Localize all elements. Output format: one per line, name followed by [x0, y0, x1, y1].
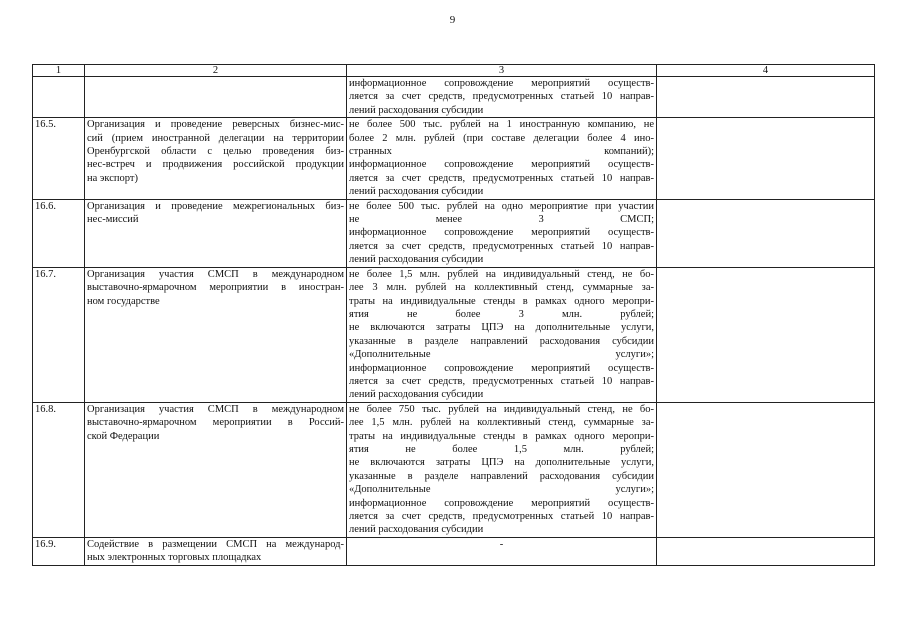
text-line: лений расходования субсидии	[349, 186, 484, 198]
text-line: Содействие в размещении СМСП на международ-	[87, 538, 344, 550]
text-line: не менее 3 СМСП;	[349, 214, 654, 226]
text-line: информационное сопровождение мероприятий осуществ-	[349, 227, 654, 239]
text-line: лее 1,5 млн. рублей на коллективный стенд, суммарные за-	[349, 417, 654, 429]
continuation-conditions-cell	[347, 77, 657, 118]
text-line: ных электронных торговых площадках	[87, 552, 262, 564]
conditions-cell	[347, 118, 657, 199]
text-line: не более 1,5 млн. рублей на индивидуальный стенд, не бо-	[349, 268, 654, 280]
text-line: ятия не более 1,5 млн. рублей;	[349, 443, 654, 455]
table-row	[33, 267, 875, 402]
text-line: информационное сопровождение мероприятий осуществ-	[349, 362, 654, 374]
text-line: указанные в разделе направлений расходования субсидии	[349, 470, 654, 482]
text-line: Организация участия СМСП в международном	[87, 268, 344, 280]
text-line: ляется за счет средств, предусмотренных статьей 10 направ-	[349, 240, 654, 252]
row-number-cell: 16.6.	[33, 199, 85, 267]
text-line: информационное сопровождение мероприятий осуществ-	[349, 159, 654, 171]
conditions-cell	[347, 537, 657, 565]
text-line: лений расходования субсидии	[349, 104, 484, 116]
text-line: Организация участия СМСП в международном	[87, 403, 344, 415]
text-line: лений расходования субсидии	[349, 254, 484, 266]
text-line: лений расходования субсидии	[349, 524, 484, 536]
header-cell-4: 4	[657, 65, 875, 77]
text-line: выставочно-ярмарочном мероприятии в иностран-	[87, 282, 344, 294]
text-line: Оренбургской области с целью проведения биз-	[87, 146, 344, 158]
text-line: не включаются затраты ЦПЭ на дополнительные услуги,	[349, 457, 654, 469]
text-line: траты на индивидуальные стенды в рамках одного меропри-	[349, 430, 654, 442]
continuation-name-cell	[85, 77, 347, 118]
event-name-cell	[85, 402, 347, 537]
header-row	[33, 65, 875, 77]
conditions-cell	[347, 199, 657, 267]
text-line: -	[499, 538, 504, 550]
text-line: «Дополнительные услуги»;	[349, 484, 654, 496]
text-line: информационное сопровождение мероприятий осуществ-	[349, 78, 654, 89]
event-name-cell	[85, 267, 347, 402]
text-line: не более 500 тыс. рублей на 1 иностранную компанию, не	[349, 119, 654, 131]
row-number-cell: 16.7.	[33, 267, 85, 402]
note-cell	[657, 402, 875, 537]
row-number-cell: 16.9.	[33, 537, 85, 565]
text-line: ляется за счет средств, предусмотренных статьей 10 направ-	[349, 375, 654, 387]
text-line: ляется за счет средств, предусмотренных статьей 10 направ-	[349, 91, 654, 103]
text-line: более 2 млн. рублей (при составе делегации более 4 ино-	[349, 132, 654, 144]
note-cell	[657, 267, 875, 402]
row-number-cell: 16.5.	[33, 118, 85, 199]
text-line: лений расходования субсидии	[349, 389, 484, 401]
text-line: ном государстве	[87, 295, 160, 307]
text-line: ляется за счет средств, предусмотренных статьей 10 направ-	[349, 511, 654, 522]
page-number: 9	[449, 14, 456, 26]
text-line: нес-миссий	[87, 214, 139, 226]
text-line: не более 500 тыс. рублей на одно мероприятие при участии	[349, 200, 654, 212]
event-name-cell	[85, 199, 347, 267]
text-line: на экспорт)	[87, 172, 138, 184]
event-name-cell	[85, 118, 347, 199]
header-cell-3: 3	[347, 65, 657, 77]
subsidy-table	[32, 64, 875, 566]
continuation-num-cell	[33, 77, 85, 118]
text-line: не более 750 тыс. рублей на индивидуальный стенд, не бо-	[349, 403, 654, 415]
header-cell-1: 1	[33, 65, 85, 77]
text-line: «Дополнительные услуги»;	[349, 349, 654, 361]
text-line: ской Федерации	[87, 430, 160, 442]
table-row	[33, 199, 875, 267]
note-cell	[657, 199, 875, 267]
text-line: Организация и проведение реверсных бизнес-мис-	[87, 119, 344, 131]
text-line: лее 3 млн. рублей на коллективный стенд, суммарные за-	[349, 282, 654, 294]
text-line: указанные в разделе направлений расходования субсидии	[349, 335, 654, 347]
header-cell-2: 2	[85, 65, 347, 77]
table-row	[33, 118, 875, 199]
continuation-row	[33, 77, 875, 118]
text-line: ятия не более 3 млн. рублей;	[349, 308, 654, 320]
text-line: не включаются затраты ЦПЭ на дополнительные услуги,	[349, 322, 654, 334]
conditions-cell	[347, 267, 657, 402]
text-line: информационное сопровождение мероприятий осуществ-	[349, 497, 654, 509]
row-number-cell: 16.8.	[33, 402, 85, 537]
table-row	[33, 402, 875, 537]
text-line: выставочно-ярмарочном мероприятии в Россий-	[87, 417, 344, 429]
text-line: нес-встреч и продвижения российской продукции	[87, 159, 344, 171]
table-row	[33, 537, 875, 565]
note-cell	[657, 118, 875, 199]
text-line: странных компаний);	[349, 146, 654, 158]
continuation-note-cell	[657, 77, 875, 118]
note-cell	[657, 537, 875, 565]
text-line: траты на индивидуальные стенды в рамках одного меропри-	[349, 295, 654, 307]
text-line: ляется за счет средств, предусмотренных статьей 10 направ-	[349, 172, 654, 184]
conditions-cell	[347, 402, 657, 537]
event-name-cell	[85, 537, 347, 565]
text-line: Организация и проведение межрегиональных биз-	[87, 200, 344, 212]
text-line: сий (прием иностранной делегации на территории	[87, 132, 344, 144]
